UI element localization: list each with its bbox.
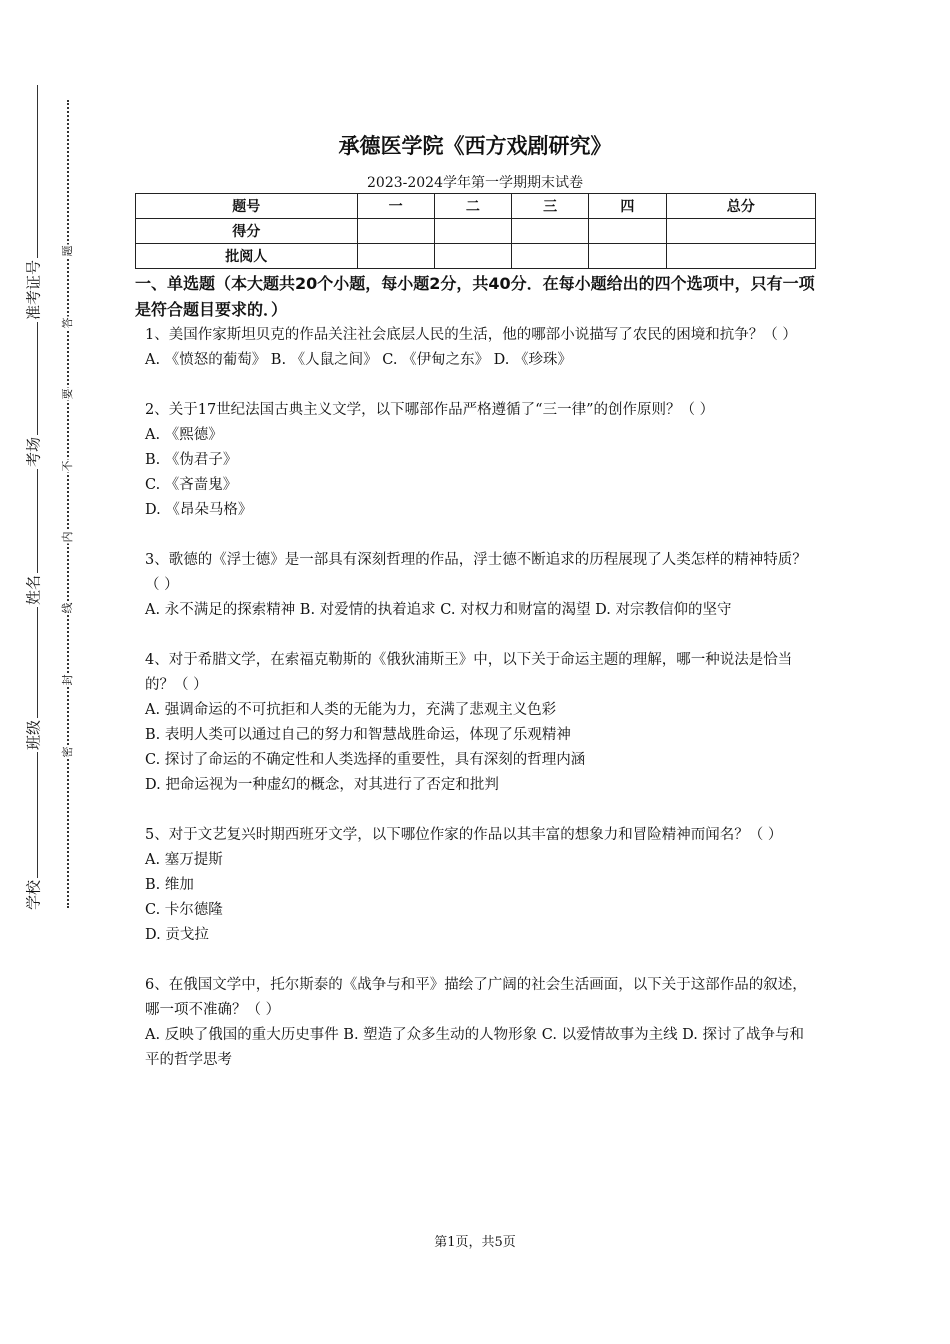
seal-char: 题 [61,245,74,257]
question-stem: 6、在俄国文学中，托尔斯泰的《战争与和平》描绘了广阔的社会生活画面，以下关于这部作品的叙述，哪一项不准确？（ ） [145,977,807,1018]
question-option: C. 《吝啬鬼》 [145,477,238,493]
question-option: C. 探讨了命运的不确定性和人类选择的重要性，具有深刻的哲理内涵 [145,752,586,768]
section-heading: 一、单选题（本大题共20个小题，每小题2分，共40分．在每小题给出的四个选项中，只有一项是符合题目要求的．） [135,274,815,319]
seal-char: 线 [61,602,74,614]
question-stem: 3、歌德的《浮士德》是一部具有深刻哲理的作品，浮士德不断追求的历程展现了人类怎样的精神特质？（ ） [145,552,807,593]
score-cell [434,219,511,244]
seal-char: 内 [61,531,74,543]
question-option: D. 《昂朵马格》 [145,502,253,518]
seal-char: 答 [61,317,74,329]
question-option: A. 《愤怒的葡萄》 B. 《人鼠之间》 C. 《伊甸之东》 D. 《珍珠》 [145,352,573,368]
seal-char: 要 [61,388,74,400]
score-cell [666,219,815,244]
header-cell: 二 [434,194,511,219]
question-block [145,548,815,623]
question-content [135,271,815,1073]
binding-margin [0,0,120,1344]
reviewer-cell [512,244,589,269]
question-option: C. 卡尔德隆 [145,902,223,918]
question-option: A. 塞万提斯 [145,852,223,868]
question-option: D. 贡戈拉 [145,927,209,943]
question-option: B. 《伪君子》 [145,452,238,468]
header-cell: 四 [589,194,666,219]
question-stem: 5、对于文艺复兴时期西班牙文学，以下哪位作家的作品以其丰富的想象力和冒险精神而闻名？（ ） [145,827,783,843]
seal-char: 封 [61,674,74,686]
seal-char: 密 [61,746,74,758]
question-block [145,323,815,373]
header-cell: 总分 [666,194,815,219]
name-label: 姓名 [24,574,43,606]
row-label: 得分 [136,219,358,244]
question-stem: 4、对于希腊文学，在索福克勒斯的《俄狄浦斯王》中，以下关于命运主题的理解，哪一种说法是恰当的？（ ） [145,652,793,693]
score-cell [512,219,589,244]
reviewer-cell [434,244,511,269]
exam-title: 承德医学院《西方戏剧研究》 [338,134,612,158]
header-cell: 一 [357,194,434,219]
question-block [145,973,815,1073]
reviewer-row [136,244,816,269]
admission-number-label: 准考证号 [24,259,43,321]
seal-char: 不 [61,460,74,472]
question-block [145,823,815,948]
question-option: B. 维加 [145,877,194,893]
reviewer-cell [357,244,434,269]
question-option: D. 把命运视为一种虚幻的概念，对其进行了否定和批判 [145,777,499,793]
question-option: A. 强调命运的不可抗拒和人类的无能为力，充满了悲观主义色彩 [145,702,557,718]
score-row [136,219,816,244]
exam-room-label: 考场 [24,436,43,468]
score-cell [589,219,666,244]
question-stem: 2、关于17世纪法国古典主义文学，以下哪部作品严格遵循了“三一律”的创作原则？（ ） [145,402,715,418]
reviewer-cell [666,244,815,269]
question-block [145,398,815,523]
score-table [135,193,816,269]
header-cell: 题号 [136,194,358,219]
school-label: 学校 [24,879,43,911]
seal-dotted-line [67,100,69,908]
header-cell: 三 [512,194,589,219]
question-option: A. 《熙德》 [145,427,223,443]
row-label: 批阅人 [136,244,358,269]
class-label: 班级 [24,719,43,751]
page-number: 第1页，共5页 [434,1235,516,1250]
exam-subtitle: 2023-2024学年第一学期期末试卷 [367,175,583,191]
question-stem: 1、美国作家斯坦贝克的作品关注社会底层人民的生活，他的哪部小说描写了农民的困境和抗争？（ ） [145,327,797,343]
reviewer-cell [589,244,666,269]
question-option: A. 反映了俄国的重大历史事件 B. 塑造了众多生动的人物形象 C. 以爱情故事为主线 D. 探讨了战争与和平的哲学思考 [145,1027,805,1068]
score-table-header-row [136,194,816,219]
question-option: B. 表明人类可以通过自己的努力和智慧战胜命运，体现了乐观精神 [145,727,571,743]
question-block [145,648,815,798]
binding-solid-line [37,85,38,905]
score-cell [357,219,434,244]
question-option: A. 永不满足的探索精神 B. 对爱情的执着追求 C. 对权力和财富的渴望 D. 对宗教信仰的坚守 [145,602,732,618]
